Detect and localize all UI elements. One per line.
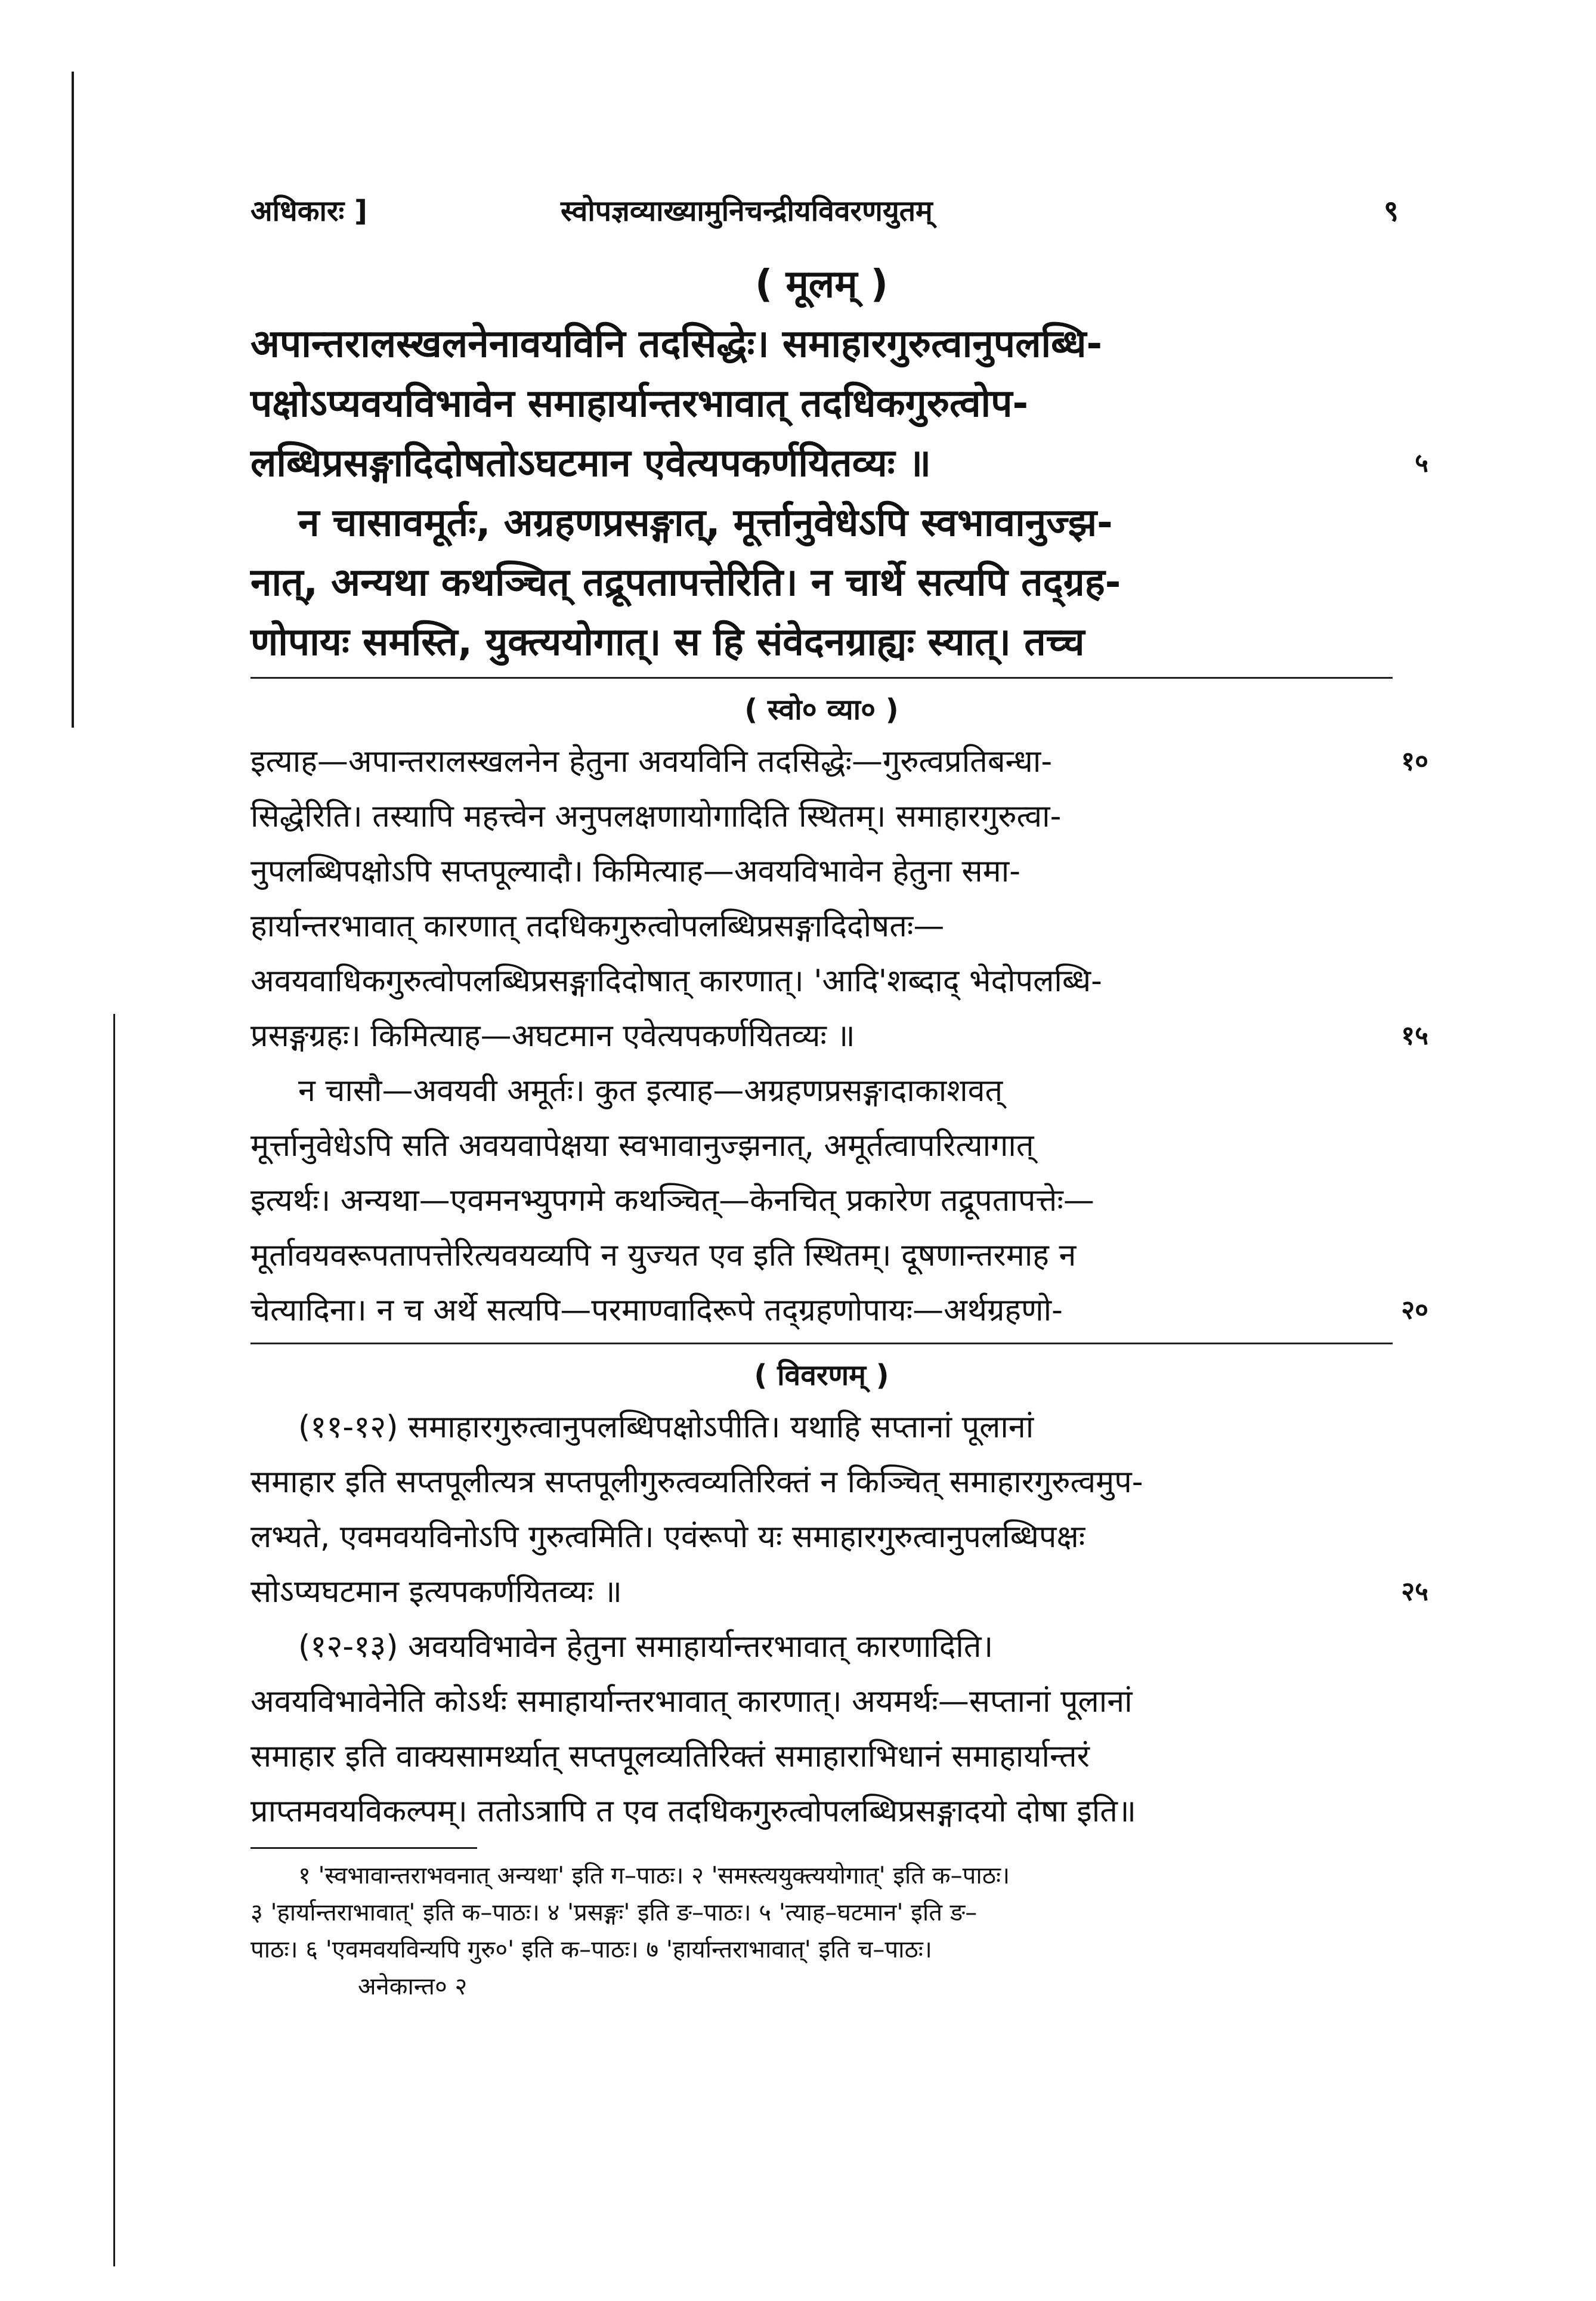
commentary-heading: ( स्वो० व्या० ): [744, 693, 899, 726]
footnote-line: १ 'स्वभावान्तराभवनात् अन्यथा' इति ग–पाठः। २ 'समस्त्ययुक्त्ययोगात्' इति क–पाठः।: [298, 1862, 1010, 1889]
text-line: इत्याह—अपान्तरालस्खलनेन हेतुना अवयविनि तदसिद्धेः—गुरुत्वप्रतिबन्धा- १०: [250, 734, 1393, 789]
text-line: न चासौ—अवयवी अमूर्तः। कुत इत्याह—अग्रहणप्रसङ्गादाकाशवत्: [298, 1073, 1003, 1109]
text-line: प्रसङ्गग्रहः। किमित्याह—अघटमान एवेत्यपकर्णयितव्यः ॥ १५: [250, 1009, 1393, 1063]
footnote-divider: [250, 1847, 477, 1849]
text-line: चेत्यादिना। न च अर्थे सत्यपि—परमाण्वादिरूपे तद्ग्रहणोपायः—अर्थग्रहणो- २०: [250, 1283, 1393, 1338]
text-line: अवयविभावेनेति कोऽर्थः समाहार्यान्तरभावात् कारणात्। अयमर्थः—सप्तानां पूलानां: [250, 1684, 1133, 1719]
text-line: समाहार इति वाक्यसामर्थ्यात् सप्तपूलव्यतिरिक्तं समाहाराभिधानं समाहार्यान्तरं: [250, 1739, 1090, 1774]
text-line: णोपायः समस्ति, युक्त्ययोगात्। स हि संवेदनग्राह्यः स्यात्। तच्च: [250, 620, 1085, 664]
text-line: अपान्तरालस्खलनेनावयविनि तदसिद्धेः। समाहारगुरुत्वानुपलब्धि-: [250, 322, 1103, 366]
mool-heading: ( मूलम् ): [755, 262, 888, 307]
line-number: ५: [1415, 448, 1428, 478]
page: [250, 179, 1428, 2005]
header-title: स्वोपज्ञव्याख्यामुनिचन्द्रीयविवरणयुतम्: [561, 194, 933, 228]
running-header: [250, 179, 1399, 233]
signature-mark: अनेकान्त० २: [358, 1973, 468, 2000]
text-line: लभ्यते, एवमवयविनोऽपि गुरुत्वमिति। एवंरूपो यः समाहारगुरुत्वानुपलब्धिपक्षः: [250, 1519, 1085, 1555]
mool-text: [250, 314, 1428, 672]
text-line: लब्धिप्रसङ्गादिदोषतोऽघटमान एवेत्यपकर्णयितव्यः ॥ ५: [250, 434, 1393, 493]
text-line: नुपलब्धिपक्षोऽपि सप्तपूल्यादौ। किमित्याह—अवयविभावेन हेतुना समा-: [250, 853, 1020, 889]
header-section-label: अधिकारः ]: [250, 194, 367, 228]
line-number: १०: [1401, 746, 1428, 777]
text-line: मूर्त्तानुवेधेऽपि सति अवयवापेक्षया स्वभावानुज्झनात्, अमूर्तत्वापरित्यागात्: [250, 1128, 1034, 1164]
text-line: समाहार इति सप्तपूलीत्यत्र सप्तपूलीगुरुत्वव्यतिरिक्तं न किञ्चित् समाहारगुरुत्वमुप-: [250, 1464, 1143, 1500]
divider: [250, 677, 1393, 679]
text-line: अवयवाधिकगुरुत्वोपलब्धिप्रसङ्गादिदोषात् कारणात्। 'आदि'शब्दाद् भेदोपलब्धि-: [250, 963, 1102, 999]
text-line: सिद्धेरिति। तस्यापि महत्त्वेन अनुपलक्षणायोगादिति स्थितम्। समाहारगुरुत्वा-: [250, 799, 1062, 834]
text-line: प्राप्तमवयविकल्पम्। ततोऽत्रापि त एव तदधिकगुरुत्वोपलब्धिप्रसङ्गादयो दोषा इति॥: [250, 1793, 1137, 1829]
text-line: सोऽप्यघटमान इत्यपकर्णयितव्यः ॥ २५: [250, 1564, 1393, 1619]
text-line: पक्षोऽप्यवयविभावेन समाहार्यान्तरभावात् तदधिकगुरुत्वोप-: [250, 382, 1029, 426]
text-line: हार्यान्तरभावात् कारणात् तदधिकगुरुत्वोपलब्धिप्रसङ्गादिदोषतः—: [250, 908, 945, 944]
text-line: नात्, अन्यथा कथञ्चित् तद्रूपतापत्तेरिति। न चार्थे सत्यपि तद्ग्रह-: [250, 561, 1121, 605]
footnotes: [250, 1857, 1393, 1968]
page-number: ९: [1384, 194, 1399, 228]
text-line: न चासावमूर्तः, अग्रहणप्रसङ्गात्, मूर्त्तानुवेधेऽपि स्वभावानुज्झ-: [298, 501, 1113, 545]
vivaran-text: [250, 1400, 1428, 1839]
footnote-line: पाठः। ६ 'एवमवयविन्यपि गुरु०' इति क–पाठः। ७ 'हार्यान्तराभावात्' इति च–पाठः।: [250, 1936, 932, 1963]
scan-margin-line-bottom: [113, 1014, 115, 2266]
text-line: मूर्तावयवरूपतापत्तेरित्यवयव्यपि न युज्यत एव इति स्थितम्। दूषणान्तरमाह न: [250, 1238, 1077, 1273]
commentary-text: [250, 734, 1428, 1338]
divider: [250, 1343, 1393, 1344]
text-line: (११-१२) समाहारगुरुत्वानुपलब्धिपक्षोऽपीति। यथाहि सप्तानां पूलानां: [298, 1409, 1034, 1445]
line-number: २०: [1401, 1295, 1428, 1325]
line-number: १५: [1401, 1020, 1428, 1051]
line-number: २५: [1401, 1576, 1428, 1607]
text-line: इत्यर्थः। अन्यथा—एवमनभ्युपगमे कथञ्चित्—केनचित् प्रकारेण तद्रूपतापत्तेः—: [250, 1183, 1094, 1218]
scan-margin-line-top: [72, 72, 74, 728]
text-line: (१२-१३) अवयविभावेन हेतुना समाहार्यान्तरभावात् कारणादिति।: [298, 1629, 994, 1665]
vivaran-heading: ( विवरणम् ): [754, 1359, 889, 1392]
footnote-line: ३ 'हार्यान्तराभावात्' इति क–पाठः। ४ 'प्रसङ्गः' इति ङ–पाठः। ५ 'त्याह–घटमान' इति ङ–: [250, 1899, 978, 1926]
